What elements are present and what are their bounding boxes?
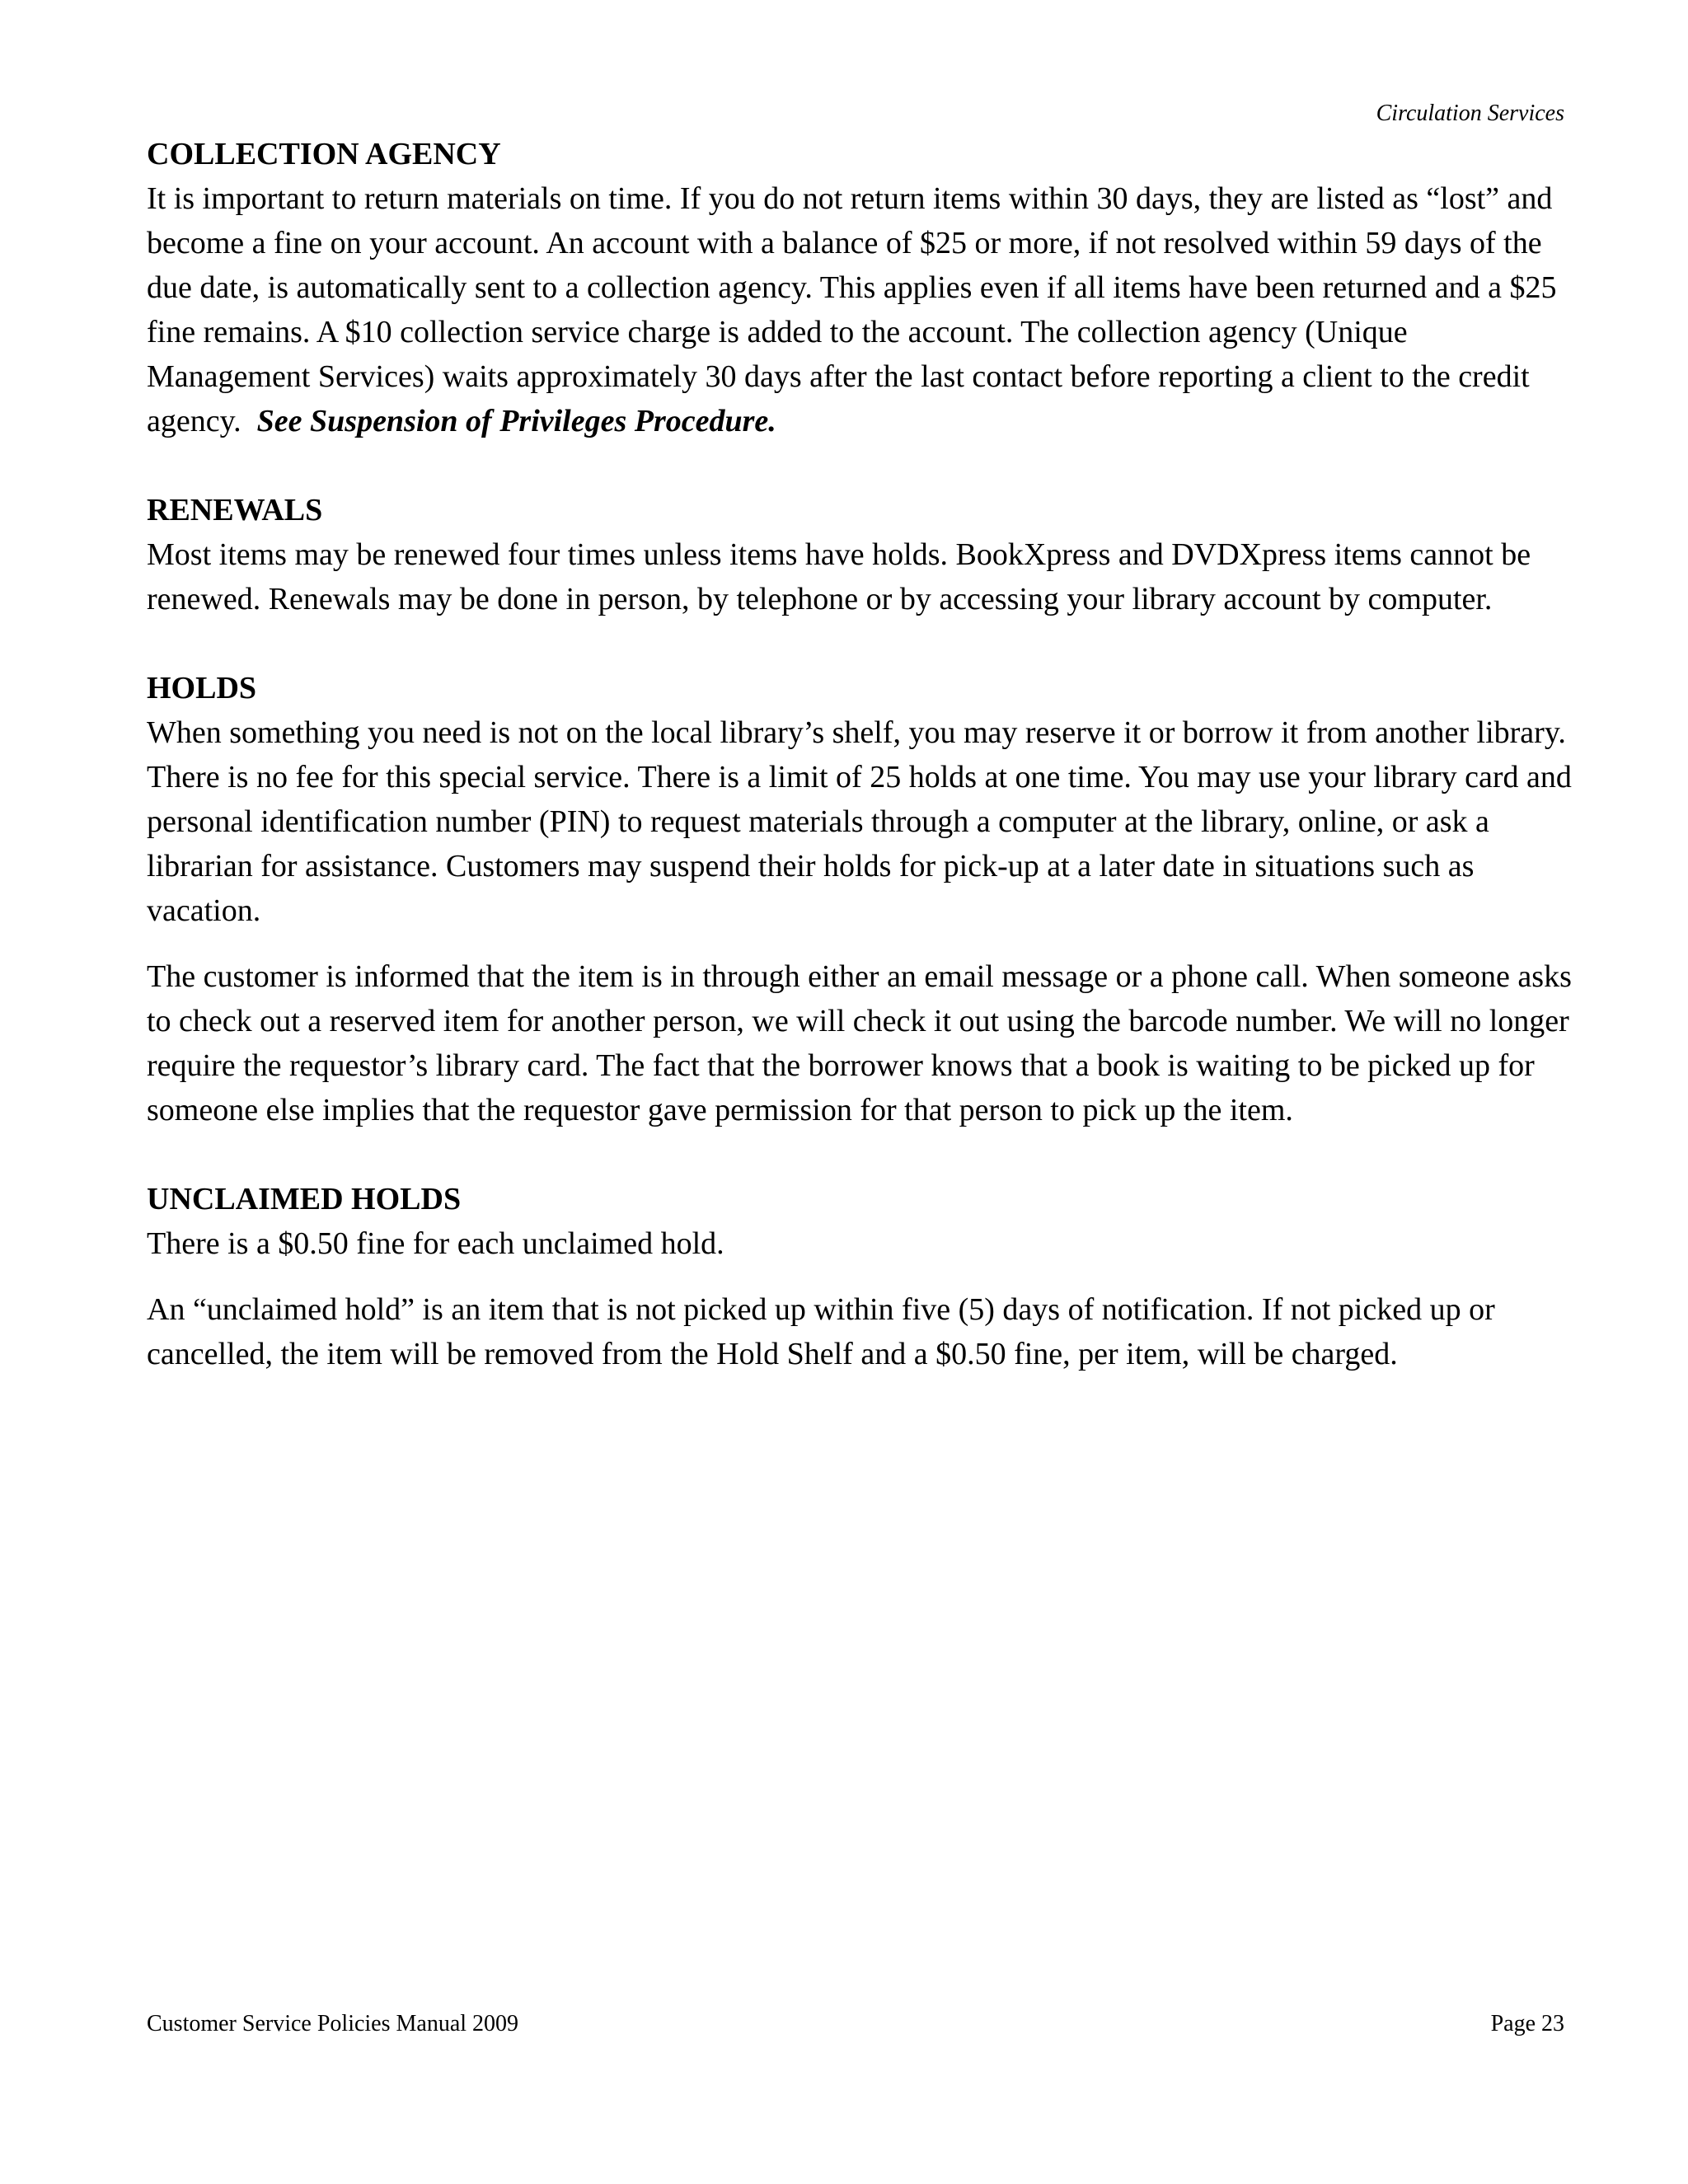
running-header: Circulation Services [1376,101,1564,126]
section-heading: HOLDS [147,671,257,705]
footer-page-number: Page 23 [1490,2011,1564,2036]
paragraph: The customer is informed that the item is in through either an email message or a phone call. When someone asks to check out a reserved item for another person, we will check it out using the barcode number. We will no longer require the requestor’s library card. The fact that the borrower knows that a book is waiting to be picked up for someone else implies that the requestor gave permission for that person to pick up the item. [147,959,1572,1127]
paragraph: When something you need is not on the local library’s shelf, you may reserve it or borrow it from another library. There is no fee for this special service. There is a limit of 25 holds at one time. You may use your library card and personal identification number (PIN) to request materials through a computer at the library, online, or ask a librarian for assistance. Customers may suspend their holds for pick-up at a later date in situations such as vacation. [147,715,1572,928]
section-holds [147,666,1573,1132]
paragraph: Most items may be renewed four times unless items have holds. BookXpress and DVDXpress items cannot be renewed. Renewals may be done in person, by telephone or by accessing your library account by computer. [147,537,1531,616]
section-unclaimed-holds [147,1177,1573,1376]
section-renewals [147,488,1573,621]
section-heading: UNCLAIMED HOLDS [147,1182,462,1216]
section-heading: COLLECTION AGENCY [147,137,501,171]
paragraph: There is a $0.50 fine for each unclaimed hold. [147,1226,724,1261]
paragraph: An “unclaimed hold” is an item that is not picked up within five (5) days of notification. If not picked up or cancelled, the item will be removed from the Hold Shelf and a $0.50 fine, per item, will be charged. [147,1292,1495,1371]
procedure-reference: See Suspension of Privileges Procedure. [256,404,776,438]
footer-manual-title: Customer Service Policies Manual 2009 [147,2011,519,2036]
section-collection-agency [147,132,1573,443]
page-content [147,132,1573,1376]
paragraph [147,176,1573,443]
paragraph-text: It is important to return materials on time. If you do not return items within 30 days, they are listed as “lost” and become a fine on your account. An account with a balance of $25 or more, if not resolved within 59 days of the due date, is automatically sent to a collection agency. This applies even if all items have been returned and a $25 fine remains. A $10 collection service charge is added to the account. The collection agency (Unique Management Services) waits approximately 30 days after the last contact before reporting a client to the credit agency. [147,181,1557,438]
section-heading: RENEWALS [147,493,323,527]
